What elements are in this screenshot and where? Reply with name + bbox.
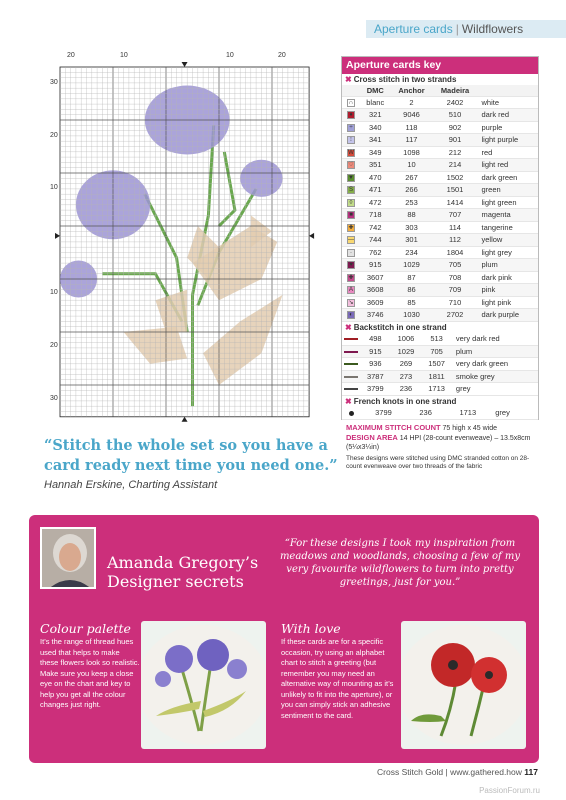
key-madeira: 1804 xyxy=(433,246,478,259)
symbol-swatch: ✚ xyxy=(348,224,354,231)
key-anchor: 234 xyxy=(390,246,432,259)
cross-icon: ✖ xyxy=(345,322,352,332)
cross-icon: ✖ xyxy=(345,396,352,406)
key-anchor: 269 xyxy=(391,358,422,371)
key-table-french-knots xyxy=(342,407,538,420)
symbol-swatch: ♡ xyxy=(348,162,354,169)
section-subtitle: Wildflowers xyxy=(461,22,524,36)
chart-left-number: 20 xyxy=(50,132,58,139)
key-anchor: 85 xyxy=(390,296,432,309)
symbol-swatch: ÷ xyxy=(347,124,355,132)
max-stitch-value: 75 high x 45 wide xyxy=(442,424,498,432)
chart-top-number: 10 xyxy=(120,52,128,59)
key-color-name: very dark red xyxy=(452,333,538,346)
key-anchor: 273 xyxy=(391,370,422,383)
key-color-name: tangerine xyxy=(477,221,538,234)
key-anchor: 9046 xyxy=(390,109,432,122)
symbol-swatch: ◐ xyxy=(347,311,355,319)
symbol-swatch: ✚ xyxy=(348,274,354,281)
key-row xyxy=(342,134,538,147)
symbol-swatch: ♦ xyxy=(347,111,355,119)
chart-top-number: 20 xyxy=(67,52,75,59)
key-symbol xyxy=(342,296,360,309)
key-section-label: Cross stitch in two strands xyxy=(353,75,457,84)
page-footer xyxy=(377,767,538,777)
key-row xyxy=(342,296,538,309)
symbol-swatch: S xyxy=(348,187,353,194)
key-footer xyxy=(342,420,538,475)
footer-text: Cross Stitch Gold | www.gathered.how xyxy=(377,767,522,777)
key-color-name: grey xyxy=(491,407,538,420)
cross-stitch-chart xyxy=(40,52,335,422)
symbol-swatch: ⁝ xyxy=(347,136,355,144)
poppy-photo xyxy=(401,621,526,749)
key-dmc: blanc xyxy=(360,96,390,109)
backstitch-line-icon xyxy=(344,338,358,340)
key-row xyxy=(342,345,538,358)
key-color-name: red xyxy=(477,146,538,159)
key-col-madeira: Madeira xyxy=(433,85,478,96)
thistle-photo xyxy=(141,621,266,749)
chart-key xyxy=(341,56,539,470)
key-symbol xyxy=(342,358,360,371)
key-title: Aperture cards key xyxy=(342,57,538,74)
key-anchor: 1098 xyxy=(390,146,432,159)
key-row xyxy=(342,159,538,172)
key-madeira: 710 xyxy=(433,296,478,309)
french-knot-icon xyxy=(349,411,354,416)
key-color-name: light green xyxy=(477,196,538,209)
key-symbol xyxy=(342,234,360,247)
key-color-name: pink xyxy=(477,284,538,297)
symbol-swatch: ■ xyxy=(347,211,355,219)
tip-body-with-love: If these cards are for a specific occasion, try using an alphabet chart to stitch a greeting (but remember you may need an alternative way of mounting as it’s unlikely to fit into the aperture), or you can simply stick an adhesive sentiment to the card. xyxy=(281,637,394,720)
key-symbol xyxy=(342,134,360,147)
page-number: 117 xyxy=(524,767,538,777)
key-row xyxy=(342,234,538,247)
key-color-name: smoke grey xyxy=(452,370,538,383)
key-symbol xyxy=(342,196,360,209)
designer-name-line1: Amanda Gregory’s xyxy=(107,553,259,572)
key-color-name: plum xyxy=(477,259,538,272)
key-madeira: 2402 xyxy=(433,96,478,109)
key-anchor: 301 xyxy=(390,234,432,247)
key-dmc: 718 xyxy=(360,209,390,222)
max-stitch-label: MAXIMUM STITCH COUNT xyxy=(346,422,441,432)
key-section-label: Backstitch in one strand xyxy=(353,322,447,332)
symbol-swatch: · xyxy=(347,249,355,257)
key-symbol xyxy=(342,284,360,297)
key-section-french-knots xyxy=(342,396,538,407)
designer-portrait xyxy=(42,529,96,589)
key-col-dmc: DMC xyxy=(360,85,390,96)
key-madeira: 705 xyxy=(433,259,478,272)
key-anchor: 1029 xyxy=(391,345,422,358)
key-section-cross xyxy=(342,74,538,85)
key-symbol xyxy=(342,96,360,109)
key-color-name: grey xyxy=(452,383,538,396)
designer-quote: “For these designs I took my inspiration from meadows and woodlands, choosing a few of my very favourite wildflowers to turn into pretty greetings, just for you.” xyxy=(279,538,521,588)
page-header xyxy=(366,20,566,38)
chart-left-number: 10 xyxy=(50,184,58,191)
key-row xyxy=(342,383,538,396)
key-dmc: 3607 xyxy=(360,271,390,284)
key-madeira: 1501 xyxy=(433,184,478,197)
key-madeira: 705 xyxy=(421,345,452,358)
design-area-label: DESIGN AREA xyxy=(346,432,398,442)
key-madeira: 708 xyxy=(433,271,478,284)
chart-left-number: 10 xyxy=(50,289,58,296)
key-anchor: 267 xyxy=(390,171,432,184)
key-anchor: 10 xyxy=(390,159,432,172)
key-madeira: 901 xyxy=(433,134,478,147)
key-anchor: 253 xyxy=(390,196,432,209)
key-symbol xyxy=(342,109,360,122)
section-title: Aperture cards xyxy=(374,22,453,36)
symbol-swatch: — xyxy=(348,237,354,244)
key-madeira: 1811 xyxy=(421,370,452,383)
tip-title-with-love: With love xyxy=(281,621,341,636)
key-dmc: 498 xyxy=(360,333,391,346)
key-anchor: 1030 xyxy=(390,309,432,322)
chart-left-number: 20 xyxy=(50,342,58,349)
key-color-name: dark pink xyxy=(477,271,538,284)
key-dmc: 936 xyxy=(360,358,391,371)
key-symbol xyxy=(342,271,360,284)
key-row xyxy=(342,370,538,383)
key-section-backstitch xyxy=(342,322,538,333)
key-dmc: 3799 xyxy=(360,407,407,420)
key-dmc: 3608 xyxy=(360,284,390,297)
key-dmc: 742 xyxy=(360,221,390,234)
key-symbol xyxy=(342,259,360,272)
key-color-name: green xyxy=(477,184,538,197)
key-symbol xyxy=(342,309,360,322)
key-anchor: 117 xyxy=(390,134,432,147)
avatar xyxy=(40,527,96,589)
designer-name xyxy=(107,553,258,591)
key-madeira: 707 xyxy=(433,209,478,222)
key-row xyxy=(342,221,538,234)
symbol-swatch: ▼ xyxy=(348,174,354,181)
key-symbol xyxy=(342,146,360,159)
key-color-name: plum xyxy=(452,345,538,358)
key-madeira: 2702 xyxy=(433,309,478,322)
key-row xyxy=(342,309,538,322)
key-symbol xyxy=(342,246,360,259)
key-color-name: dark red xyxy=(477,109,538,122)
key-dmc: 341 xyxy=(360,134,390,147)
tip-body-colour-palette: It’s the range of thread hues used that helps to make these flowers look so realistic. Make sure you keep a close eye on the chart and key to help you get all the colour changes just right. xyxy=(40,637,140,709)
key-dmc: 321 xyxy=(360,109,390,122)
key-dmc: 915 xyxy=(360,259,390,272)
key-row xyxy=(342,121,538,134)
key-row xyxy=(342,96,538,109)
key-row xyxy=(342,271,538,284)
key-dmc: 351 xyxy=(360,159,390,172)
key-madeira: 510 xyxy=(433,109,478,122)
key-row xyxy=(342,246,538,259)
key-table-backstitch xyxy=(342,333,538,396)
key-dmc: 470 xyxy=(360,171,390,184)
key-color-name: dark purple xyxy=(477,309,538,322)
key-row xyxy=(342,407,538,420)
key-color-name: dark green xyxy=(477,171,538,184)
key-row xyxy=(342,259,538,272)
key-col-anchor: Anchor xyxy=(390,85,432,96)
symbol-swatch: W xyxy=(348,149,354,156)
key-anchor: 266 xyxy=(390,184,432,197)
key-symbol xyxy=(342,159,360,172)
key-dmc: 349 xyxy=(360,146,390,159)
key-color-name: purple xyxy=(477,121,538,134)
watermark: PassionForum.ru xyxy=(479,786,540,795)
key-section-label: French knots in one strand xyxy=(353,396,457,406)
key-row xyxy=(342,184,538,197)
key-dmc: 3746 xyxy=(360,309,390,322)
backstitch-line-icon xyxy=(344,376,358,378)
key-madeira: 214 xyxy=(433,159,478,172)
key-dmc: 3787 xyxy=(360,370,391,383)
cross-icon: ✖ xyxy=(345,75,352,84)
key-madeira: 112 xyxy=(433,234,478,247)
key-anchor: 1029 xyxy=(390,259,432,272)
key-symbol xyxy=(342,333,360,346)
key-row xyxy=(342,196,538,209)
photo-poppies-stitched xyxy=(401,621,526,749)
key-madeira: 1713 xyxy=(444,407,491,420)
key-madeira: 709 xyxy=(433,284,478,297)
key-row xyxy=(342,146,538,159)
key-row xyxy=(342,358,538,371)
key-row xyxy=(342,333,538,346)
symbol-swatch: ↘ xyxy=(348,299,354,306)
key-anchor: 1006 xyxy=(391,333,422,346)
key-madeira: 1414 xyxy=(433,196,478,209)
key-symbol xyxy=(342,383,360,396)
symbol-swatch: ∩ xyxy=(348,99,354,106)
key-anchor: 118 xyxy=(390,121,432,134)
key-color-name: light purple xyxy=(477,134,538,147)
backstitch-line-icon xyxy=(344,388,358,390)
chart-left-number: 30 xyxy=(50,395,58,402)
key-symbol xyxy=(342,345,360,358)
key-dmc: 744 xyxy=(360,234,390,247)
key-color-name: yellow xyxy=(477,234,538,247)
key-madeira: 1507 xyxy=(421,358,452,371)
chart-top-number: 10 xyxy=(226,52,234,59)
backstitch-line-icon xyxy=(344,351,358,353)
designer-name-line2: Designer secrets xyxy=(107,572,244,591)
photo-flower-stitched xyxy=(141,621,266,749)
key-row xyxy=(342,284,538,297)
key-anchor: 236 xyxy=(391,383,422,396)
key-symbol xyxy=(342,209,360,222)
key-dmc: 471 xyxy=(360,184,390,197)
key-anchor: 236 xyxy=(407,407,444,420)
design-area-value: 14 HPI (28-count evenweave) – 13.5x8cm (5¼x3¼in) xyxy=(346,434,531,451)
key-dmc: 340 xyxy=(360,121,390,134)
key-anchor: 87 xyxy=(390,271,432,284)
chart-top-number: 20 xyxy=(278,52,286,59)
key-madeira: 114 xyxy=(433,221,478,234)
key-table-cross xyxy=(342,85,538,322)
key-dmc: 472 xyxy=(360,196,390,209)
key-madeira: 902 xyxy=(433,121,478,134)
key-madeira: 1713 xyxy=(421,383,452,396)
key-dmc: 762 xyxy=(360,246,390,259)
key-anchor: 88 xyxy=(390,209,432,222)
key-dmc: 3609 xyxy=(360,296,390,309)
key-symbol xyxy=(342,370,360,383)
key-symbol xyxy=(342,221,360,234)
key-symbol xyxy=(342,407,360,420)
quote-text: “Stitch the whole set so you have a card ready next time you need one.” xyxy=(44,437,338,474)
backstitch-line-icon xyxy=(344,363,358,365)
key-col-name xyxy=(477,85,538,96)
key-anchor: 86 xyxy=(390,284,432,297)
key-col-symbol xyxy=(342,85,360,96)
key-row xyxy=(342,109,538,122)
tip-title-colour-palette: Colour palette xyxy=(40,621,131,636)
chart-left-number: 30 xyxy=(50,79,58,86)
key-madeira: 1502 xyxy=(433,171,478,184)
key-dmc: 915 xyxy=(360,345,391,358)
key-row xyxy=(342,209,538,222)
key-color-name: light pink xyxy=(477,296,538,309)
key-anchor: 2 xyxy=(390,96,432,109)
chart-grid xyxy=(40,52,335,422)
key-madeira: 212 xyxy=(433,146,478,159)
key-note: These designs were stitched using DMC stranded cotton on 28-count evenweave over two threads of the fabric xyxy=(346,454,530,470)
key-color-name: light red xyxy=(477,159,538,172)
key-color-name: very dark green xyxy=(452,358,538,371)
symbol-swatch: ♥ xyxy=(347,261,355,269)
key-symbol xyxy=(342,121,360,134)
symbol-swatch: ◊ xyxy=(347,199,355,207)
key-row xyxy=(342,171,538,184)
symbol-swatch: A xyxy=(348,287,353,294)
key-color-name: light grey xyxy=(477,246,538,259)
designer-secrets-panel xyxy=(29,515,539,763)
key-color-name: magenta xyxy=(477,209,538,222)
header-divider: | xyxy=(455,22,459,36)
key-madeira: 513 xyxy=(421,333,452,346)
key-color-name: white xyxy=(477,96,538,109)
pull-quote xyxy=(44,436,344,491)
key-symbol xyxy=(342,184,360,197)
key-symbol xyxy=(342,171,360,184)
key-anchor: 303 xyxy=(390,221,432,234)
key-dmc: 3799 xyxy=(360,383,391,396)
quote-author: Hannah Erskine, Charting Assistant xyxy=(44,479,218,491)
